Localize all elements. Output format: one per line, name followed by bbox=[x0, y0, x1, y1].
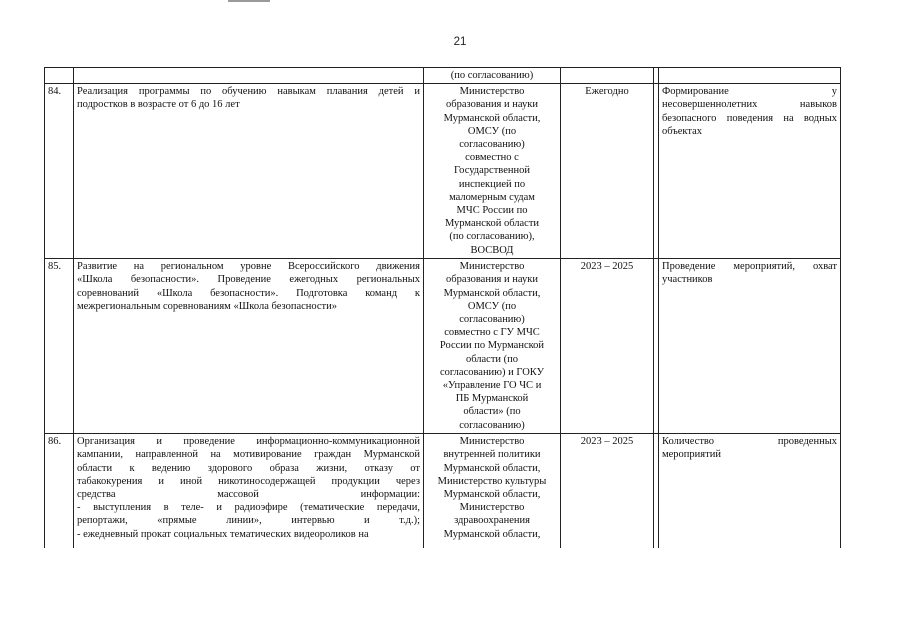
cell-description bbox=[74, 259, 424, 434]
cell-description bbox=[74, 434, 424, 550]
executor-line: Мурманской области bbox=[444, 218, 540, 230]
executor-line: образования и науки bbox=[446, 274, 538, 286]
description-line: репортажи, «прямые линии», интервью и т.д.); bbox=[77, 515, 420, 527]
table-row bbox=[45, 434, 841, 550]
row-number: 85. bbox=[48, 261, 62, 273]
description-line: кампании, направленной на мотивирование граждан Мурманской bbox=[77, 449, 420, 461]
executor-line: ПБ Мурманской bbox=[455, 393, 529, 405]
description-line: соревнований «Школа безопасности». Подготовка команд к bbox=[77, 287, 420, 299]
executor-line: совместно с ГУ МЧС bbox=[444, 327, 540, 339]
executor-line: Мурманской области, bbox=[443, 287, 541, 299]
row-number: 84. bbox=[48, 86, 62, 98]
activity-plan-table bbox=[44, 67, 841, 550]
executor-line: (по согласованию), bbox=[449, 231, 535, 243]
executor-line: образования и науки bbox=[446, 99, 538, 111]
result-line: Количество проведенных bbox=[662, 436, 837, 448]
cell-executor bbox=[424, 68, 561, 84]
cell-num bbox=[45, 259, 74, 434]
cell-result bbox=[659, 84, 841, 259]
description-line: табакокурения и иной никотиносодержащей продукции через bbox=[77, 475, 420, 487]
executor-line: Министерство культуры bbox=[437, 475, 547, 487]
cell-result bbox=[659, 68, 841, 84]
executor-line: России по Мурманской bbox=[439, 340, 545, 352]
term-value: 2023 – 2025 bbox=[580, 261, 634, 273]
executor-line: здравоохранения bbox=[454, 515, 530, 527]
executor-line: МЧС России по bbox=[456, 205, 528, 217]
executor-line: согласованию) bbox=[459, 314, 525, 326]
executor-line: Мурманской области, bbox=[443, 112, 541, 124]
executor-line: согласованию) и ГОКУ bbox=[439, 366, 545, 378]
cell-executor bbox=[424, 84, 561, 259]
executor-line: «Управление ГО ЧС и bbox=[442, 380, 542, 392]
description-line: - ежедневный прокат социальных тематических видеороликов на bbox=[77, 528, 369, 540]
description-line: подростков в возрасте от 6 до 16 лет bbox=[77, 99, 240, 111]
result-line: Проведение мероприятий, охват bbox=[662, 261, 837, 273]
executor-line: Министерство bbox=[459, 261, 525, 273]
term-value: Ежегодно bbox=[585, 86, 629, 98]
table-row bbox=[45, 84, 841, 259]
description-line: области к ведению здорового образа жизни, отказу от bbox=[77, 462, 420, 474]
executor-line: согласованию) bbox=[459, 419, 525, 431]
cell-result bbox=[659, 259, 841, 434]
executor-line: (по согласованию) bbox=[450, 70, 534, 81]
executor-line: ОМСУ (по bbox=[467, 300, 517, 312]
table-row bbox=[45, 259, 841, 434]
result-line: Формирование у bbox=[662, 86, 837, 98]
continuation-row bbox=[45, 68, 841, 84]
cell-term bbox=[561, 84, 654, 259]
executor-line: Министерство bbox=[459, 502, 525, 514]
cell-result bbox=[659, 434, 841, 550]
description-line: Организация и проведение информационно-коммуникационной bbox=[77, 436, 420, 448]
executor-line: ВОСВОД bbox=[470, 244, 514, 256]
cell-num bbox=[45, 68, 74, 84]
executor-line: ОМСУ (по bbox=[467, 125, 517, 137]
executor-line: инспекцией по bbox=[458, 178, 526, 190]
executor-line: совместно с bbox=[465, 152, 519, 164]
description-line: «Школа безопасности». Проведение ежегодных региональных bbox=[77, 274, 420, 286]
executor-line: маломерным судам bbox=[449, 191, 535, 203]
executor-line: Мурманской области, bbox=[443, 462, 541, 474]
executor-line: Мурманской области, bbox=[443, 489, 541, 501]
executor-line: Министерство bbox=[459, 436, 525, 448]
term-value: 2023 – 2025 bbox=[580, 436, 634, 448]
cell-term bbox=[561, 68, 654, 84]
result-line: несовершеннолетних навыков bbox=[662, 99, 837, 111]
cell-executor bbox=[424, 434, 561, 550]
executor-line: Мурманской области, bbox=[443, 528, 541, 540]
description-line: - выступления в теле- и радиоэфире (тематические передачи, bbox=[77, 502, 420, 514]
page-margin bbox=[0, 548, 905, 640]
cell-num bbox=[45, 84, 74, 259]
cell-executor bbox=[424, 259, 561, 434]
description-line: Развитие на региональном уровне Всероссийского движения bbox=[77, 261, 420, 273]
result-line: участников bbox=[662, 274, 713, 286]
result-line: объектах bbox=[662, 125, 703, 137]
cell-description bbox=[74, 84, 424, 259]
description-line: межрегиональным соревнованиям «Школа безопасности» bbox=[77, 300, 338, 312]
row-number: 86. bbox=[48, 436, 62, 448]
executor-line: области» (по bbox=[463, 406, 521, 418]
executor-line: Министерство bbox=[459, 86, 525, 98]
scan-mark bbox=[228, 0, 270, 2]
cell-num bbox=[45, 434, 74, 550]
executor-line: области (по bbox=[465, 353, 519, 365]
description-line: средства массовой информации: bbox=[77, 489, 420, 501]
executor-line: согласованию) bbox=[459, 139, 525, 151]
page-number: 21 bbox=[453, 36, 467, 48]
executor-line: Государственной bbox=[454, 165, 530, 177]
result-line: мероприятий bbox=[662, 449, 721, 461]
cell-term bbox=[561, 434, 654, 550]
description-line: Реализация программы по обучению навыкам плавания детей и bbox=[77, 86, 420, 98]
cell-term bbox=[561, 259, 654, 434]
executor-line: внутренней политики bbox=[443, 449, 541, 461]
result-line: безопасного поведения на водных bbox=[662, 112, 837, 124]
cell-description bbox=[74, 68, 424, 84]
